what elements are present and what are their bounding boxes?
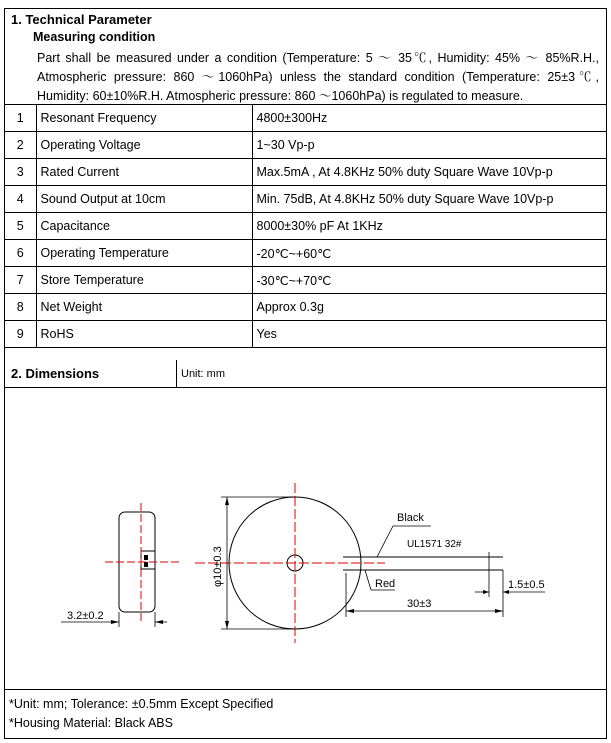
parameter-value: -20℃~+60℃: [252, 240, 606, 267]
tolerance-note: *Unit: mm; Tolerance: ±0.5mm Except Specified: [9, 697, 274, 711]
table-row: [5, 132, 606, 159]
parameter-value: Yes: [252, 321, 606, 348]
arrow-head: [111, 620, 119, 624]
measuring-condition-heading: Measuring condition: [33, 30, 156, 44]
black-wire-label: Black: [397, 512, 424, 524]
row-number: 4: [5, 186, 36, 213]
dimensions-title: 2. Dimensions: [11, 366, 100, 381]
parameter-name: Capacitance: [36, 213, 252, 240]
side-width-label: 3.2±0.2: [67, 610, 104, 622]
housing-material-note: *Housing Material: Black ABS: [9, 716, 173, 730]
spec-sheet: [4, 8, 607, 739]
dimension-drawing: [5, 387, 606, 690]
parameter-name: Store Temperature: [36, 267, 252, 294]
row-number: 2: [5, 132, 36, 159]
terminal-pin: [144, 562, 148, 567]
arrow-head: [483, 590, 489, 594]
table-row: [5, 186, 606, 213]
table-row: [5, 294, 606, 321]
paragraph-line: Humidity: 60±10%R.H. Atmospheric pressure: 860 ～1060hPa) is regulated to measure.: [37, 89, 524, 103]
parameter-name: Resonant Frequency: [36, 105, 252, 132]
arrow-head: [346, 609, 354, 613]
row-number: 9: [5, 321, 36, 348]
arrow-head: [225, 621, 229, 629]
red-wire-label: Red: [375, 578, 396, 590]
parameter-name: Sound Output at 10cm: [36, 186, 252, 213]
diameter-label: φ10±0.3: [212, 546, 224, 587]
unit-label: Unit: mm: [181, 368, 225, 380]
parameter-value: 4800±300Hz: [252, 105, 606, 132]
wire-spec-label: UL1571 32#: [407, 539, 462, 550]
unit-divider: [176, 360, 177, 387]
technical-drawing: [5, 387, 606, 689]
terminal-pin: [144, 555, 148, 560]
technical-parameter-section: [5, 9, 606, 105]
parameter-value: 8000±30% pF At 1KHz: [252, 213, 606, 240]
leader-line: [377, 526, 393, 557]
paragraph-line: Part shall be measured under a condition (Temperature: 5 ～ 35℃, Humidity: 45% ～ 85%R.H.,: [37, 51, 599, 65]
parameter-name: Net Weight: [36, 294, 252, 321]
strip-length-label: 1.5±0.5: [508, 579, 545, 591]
table-row: [5, 105, 606, 132]
table-row: [5, 240, 606, 267]
row-number: 6: [5, 240, 36, 267]
parameter-name: RoHS: [36, 321, 252, 348]
parameter-name: Operating Voltage: [36, 132, 252, 159]
parameter-value: Min. 75dB, At 4.8KHz 50% duty Square Wave 10Vp-p: [252, 186, 606, 213]
wire-length-label: 30±3: [407, 598, 432, 610]
measuring-condition-text: [37, 49, 599, 106]
paragraph-line: Atmospheric pressure: 860 ～1060hPa) unless the standard condition (Temperature: 25±3℃,: [37, 70, 599, 84]
row-number: 3: [5, 159, 36, 186]
parameter-value: Max.5mA , At 4.8KHz 50% duty Square Wave 10Vp-p: [252, 159, 606, 186]
row-number: 5: [5, 213, 36, 240]
parameter-value: Approx 0.3g: [252, 294, 606, 321]
notes: [9, 695, 273, 733]
arrow-head: [495, 609, 503, 613]
table-row: [5, 213, 606, 240]
table-row: [5, 321, 606, 348]
row-number: 8: [5, 294, 36, 321]
parameter-name: Rated Current: [36, 159, 252, 186]
parameter-value: 1~30 Vp-p: [252, 132, 606, 159]
parameter-table: [5, 104, 606, 348]
arrow-head: [225, 497, 229, 505]
parameter-name: Operating Temperature: [36, 240, 252, 267]
table-row: [5, 159, 606, 186]
dimensions-header: [5, 360, 606, 388]
table-row: [5, 267, 606, 294]
leader-line: [365, 570, 371, 590]
section-title: 1. Technical Parameter: [11, 12, 152, 27]
parameter-value: -30℃~+70℃: [252, 267, 606, 294]
row-number: 7: [5, 267, 36, 294]
row-number: 1: [5, 105, 36, 132]
